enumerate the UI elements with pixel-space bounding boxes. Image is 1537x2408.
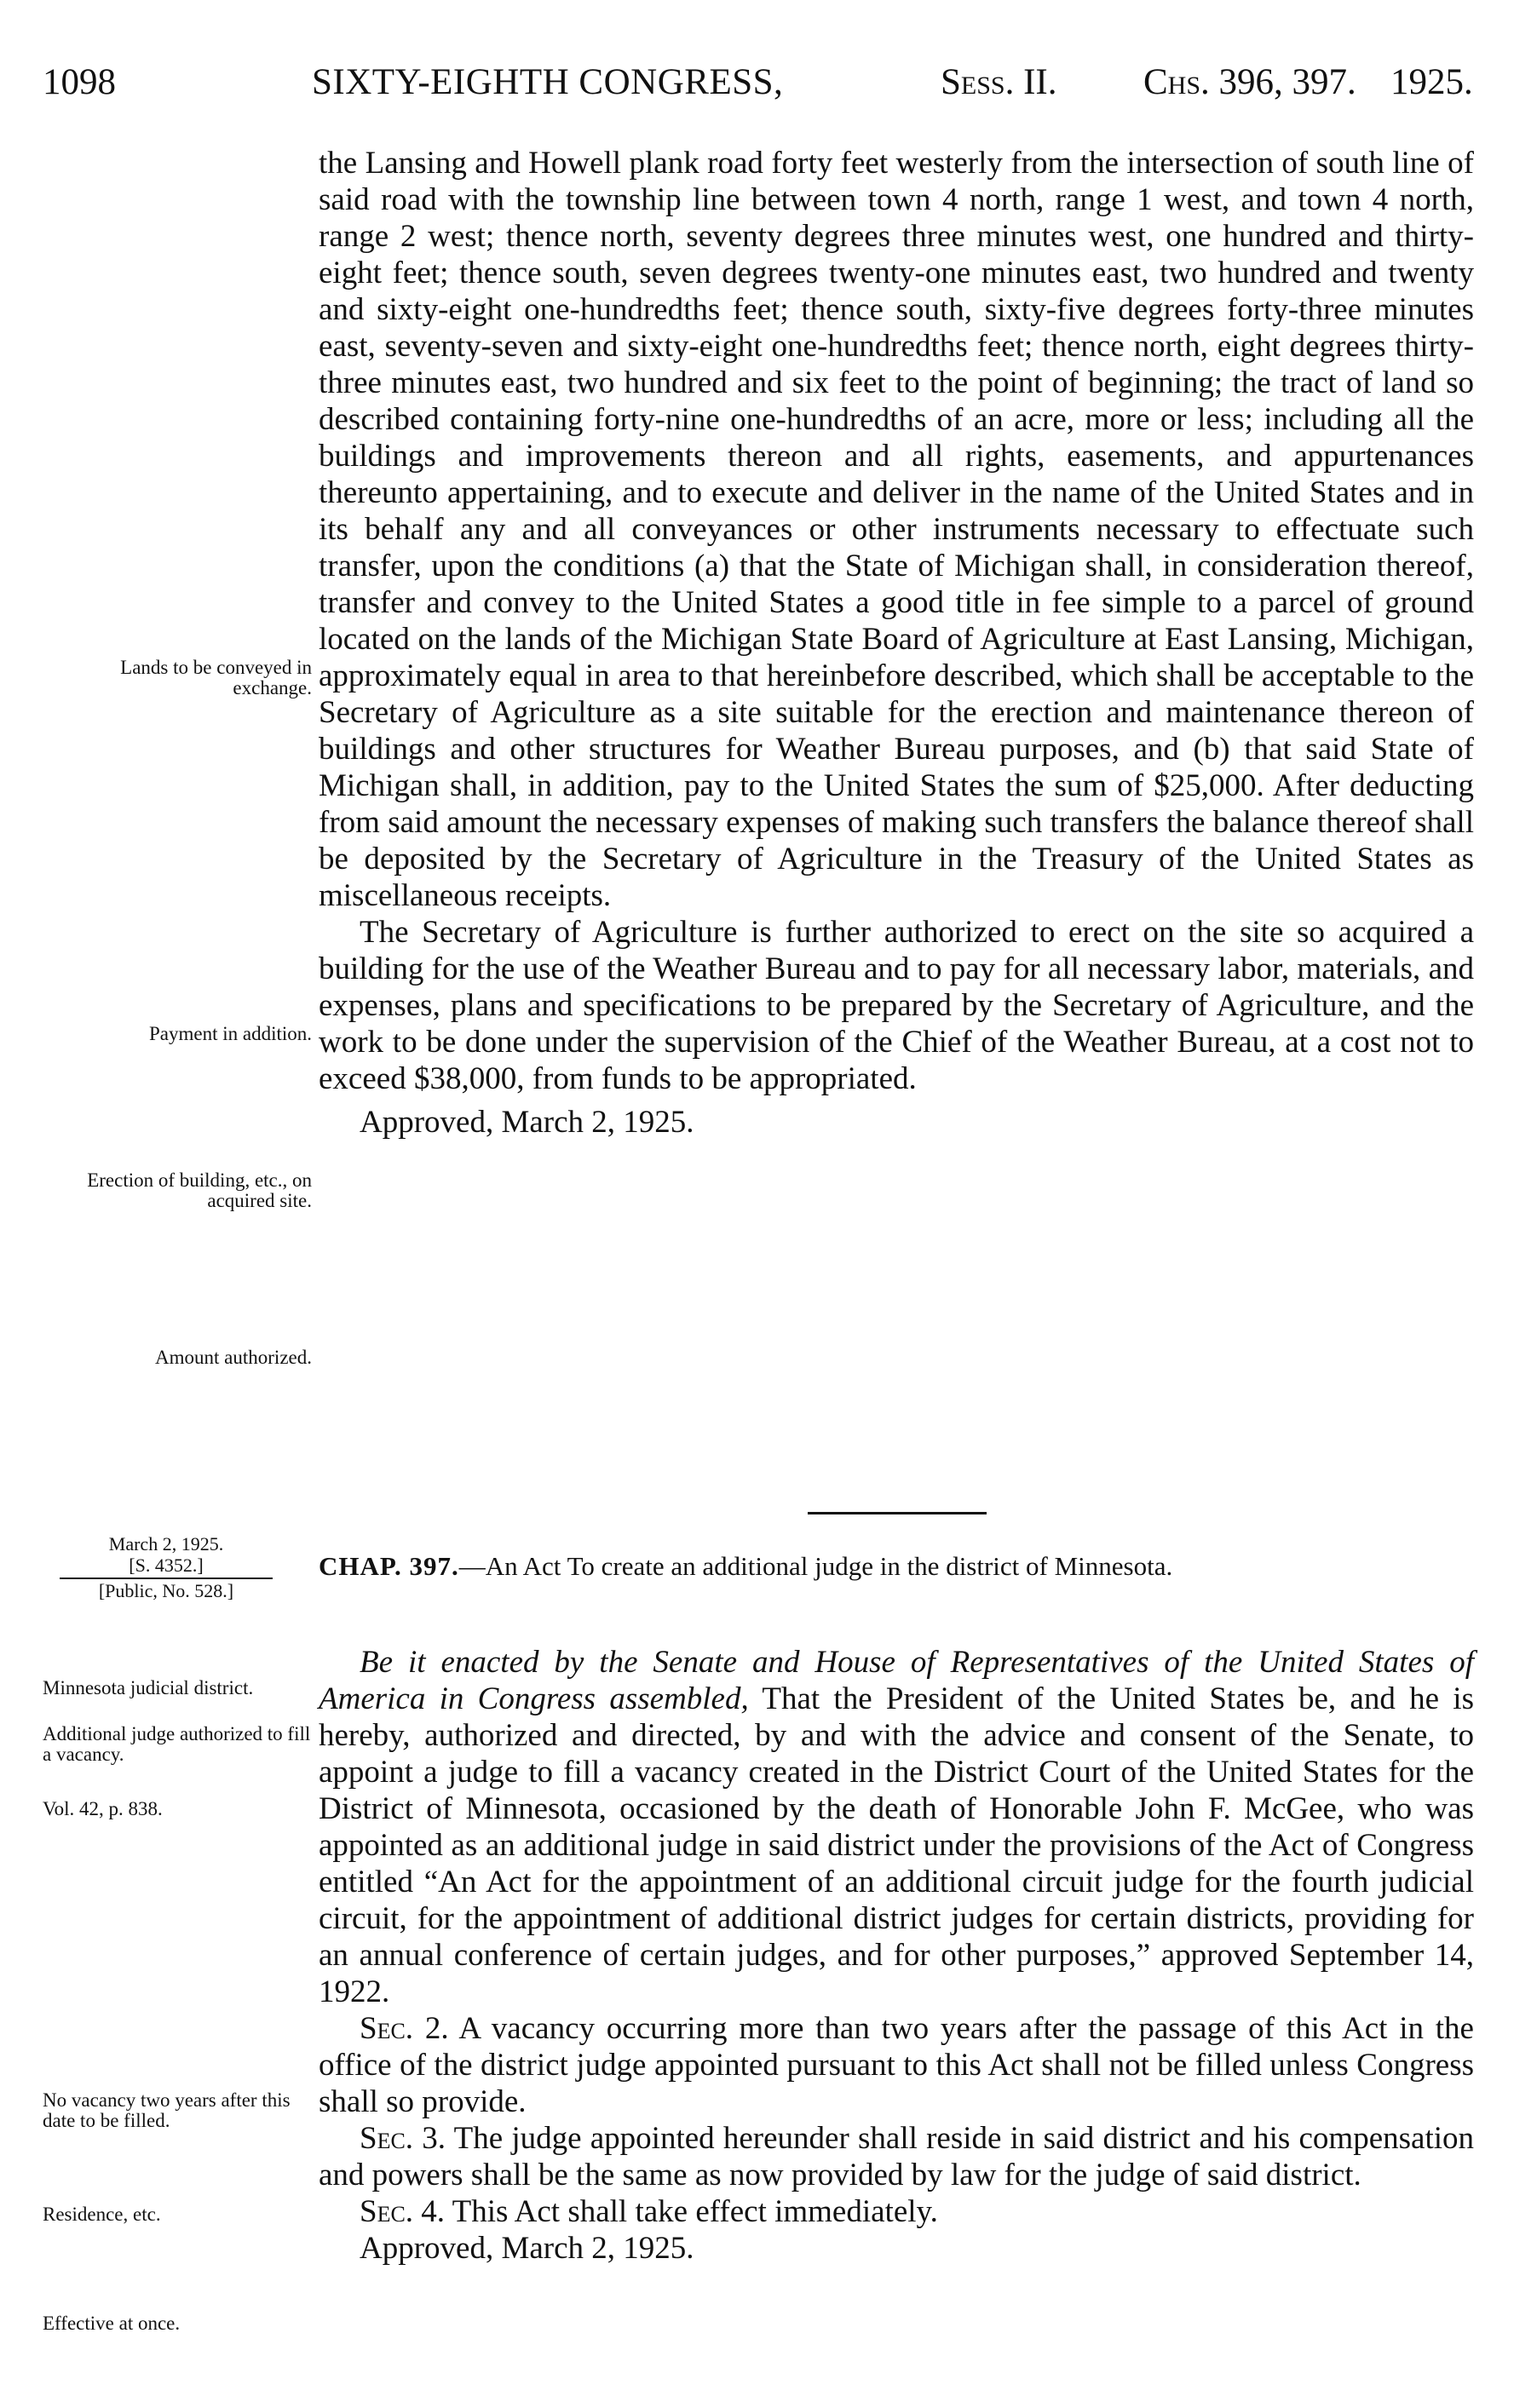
chapter-title: —An Act To create an additional judge in the district of Minnesota.	[458, 1551, 1173, 1581]
page-number: 1098	[43, 62, 116, 102]
sidenote-erection: Erection of building, etc., on acquired site.	[87, 1170, 312, 1211]
section-4-text: This Act shall take effect immediately.	[452, 2194, 938, 2229]
conveyance-paragraph: the Lansing and Howell plank road forty feet westerly from the intersection of south line of said road with the township line between town 4 north, range 1 west, and town 4 north, range 2 west; thence north, seventy degrees three minutes west, one hundred and thirty-eight feet; thence south, seven degrees twenty-one minutes east, two hundred and twenty and sixty-eight one-hundredths feet; thence south, sixty-five degrees forty-three minutes east, seventy-seven and sixty-eight one-hundredths feet; thence north, eight degrees thirty-three minutes east, two hundred and six feet to the point of beginning; the tract of land so described containing forty-nine one-hundredths of an acre, more or less; including all the buildings and improvements thereon and all rights, easements, and appurtenances thereunto appertaining, and to execute and deliver in the name of the United States and in its behalf any and all conveyances or other instruments necessary to effectuate such transfer, upon the conditions (a) that the State of Michigan shall, in consideration thereof, transfer and convey to the United States a good title in fee simple to a parcel of ground located on the lands of the Michigan State Board of Agriculture at East Lansing, Michigan, approximately equal in area to that hereinbefore described, which shall be acceptable to the Secretary of Agriculture as a site suitable for the erection and maintenance thereon of buildings and other structures for Weather Bureau purposes, and (b) that said State of Michigan shall, in addition, pay to the United States the sum of $25,000. After deducting from said amount the necessary expenses of making such transfers the balance thereof shall be deposited by the Secretary of Agriculture in the Treasury of the United States as miscellaneous receipts.	[319, 146, 1474, 913]
section-2	[319, 2010, 1474, 2120]
running-header	[43, 61, 1474, 121]
senate-bill: [S. 4352.]	[129, 1555, 204, 1576]
sidenote-payment: Payment in addition.	[148, 1023, 312, 1044]
congress-title: SIXTY-EIGHTH CONGRESS,	[312, 62, 784, 102]
section-2-text: A vacancy occurring more than two years after the passage of this Act in the office of the district judge appointed pursuant to this Act shall not be filled unless Congress shall so provide.	[319, 2011, 1474, 2119]
section-divider	[808, 1512, 987, 1514]
section-2-label: Sec. 2.	[360, 2011, 449, 2046]
section-3-text: The judge appointed hereunder shall reside in said district and his compensation and powers shall be the same as now provided by law for the judge of said district.	[319, 2121, 1475, 2192]
approval-line-396: Approved, March 2, 1925.	[360, 1105, 694, 1140]
sidenote-lands: Lands to be conveyed in exchange.	[120, 657, 312, 698]
chapter-397-margin-note	[51, 1533, 281, 1601]
approval-line-397: Approved, March 2, 1925.	[360, 2231, 694, 2266]
erection-paragraph: The Secretary of Agriculture is further authorized to erect on the site so acquired a building for the use of the Weather Bureau and to pay for all necessary labor, materials, and expenses, plans and specifications to be prepared by the Secretary of Agriculture, and the work to be done under the supervision of the Chief of the Weather Bureau, at a cost not to exceed $38,000, from funds to be appropriated.	[319, 915, 1474, 1096]
enacting-clause: Be it enacted by the Senate and House of Representatives of the United States of America in Congress assembled,	[319, 1645, 1474, 1716]
section-3	[319, 2120, 1474, 2193]
sidenote-residence: Residence, etc.	[43, 2204, 161, 2225]
sidenote-effective: Effective at once.	[43, 2313, 181, 2334]
enactment-date: March 2, 1925.	[108, 1533, 224, 1555]
section-1-text: That the President of the United States be, and he is hereby, authorized and directed, by and with the advice and consent of the Senate, to appoint a judge to fill a vacancy created in the District Court of the United States for the District of Minnesota, occasioned by the death of Honorable John F. McGee, who was appointed as an additional judge in said district under the provisions of the Act of Congress entitled “An Act for the appointment of an additional circuit judge for the fourth judicial circuit, for the appointment of additional district judges for certain districts, providing for an annual conference of certain judges, and for other purposes,” approved September 14, 1922.	[319, 1681, 1474, 2009]
sidenote-additional-judge: Additional judge authorized to fill a vacancy.	[43, 1723, 311, 1765]
sidenote-volume-ref: Vol. 42, p. 838.	[43, 1798, 163, 1819]
header-year: 1925.	[1390, 62, 1473, 102]
section-4	[319, 2193, 1474, 2230]
chapter-397-body	[319, 1644, 1474, 2267]
sidenote-amount: Amount authorized.	[155, 1347, 312, 1368]
sidenote-minnesota: Minnesota judicial district.	[43, 1677, 254, 1698]
public-law-number: [Public, No. 528.]	[60, 1578, 273, 1601]
section-3-label: Sec. 3.	[360, 2121, 446, 2156]
chapter-label: CHAP. 397.	[319, 1551, 459, 1581]
section-1	[319, 1644, 1474, 2010]
session-label: Sess. II.	[941, 62, 1057, 102]
chapters-label: Chs. 396, 397.	[1143, 62, 1356, 102]
chapter-397-heading	[319, 1549, 1474, 1584]
chapter-396-continuation	[319, 145, 1474, 1141]
section-4-label: Sec. 4.	[360, 2194, 446, 2229]
sidenote-no-vacancy: No vacancy two years after this date to be filled.	[43, 2089, 291, 2131]
